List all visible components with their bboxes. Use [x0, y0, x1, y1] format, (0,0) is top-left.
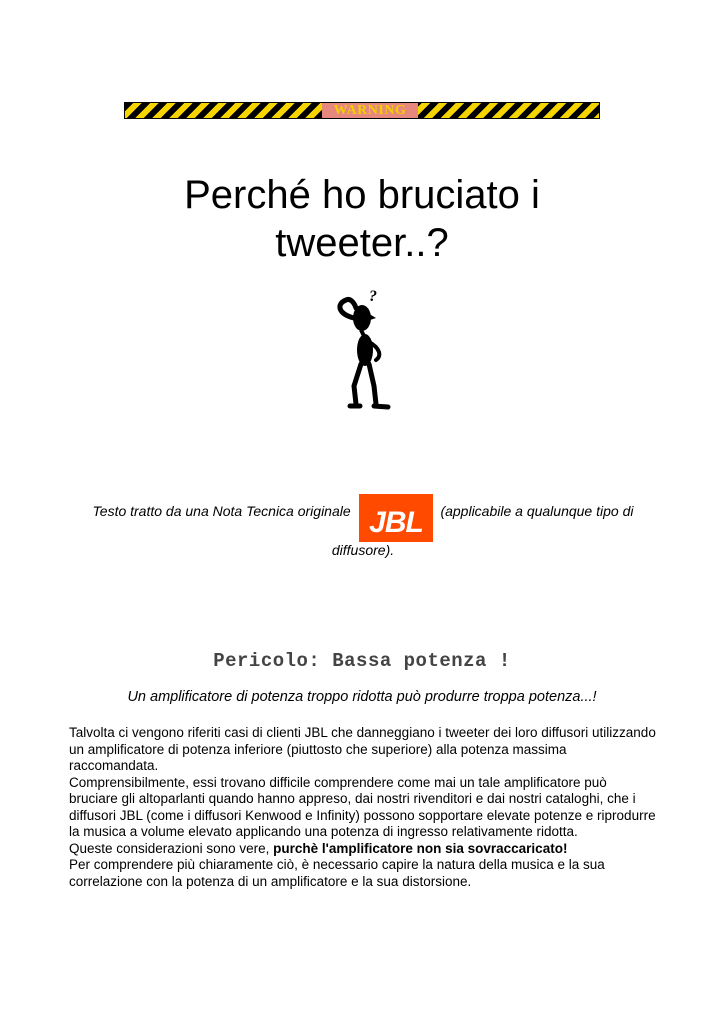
paragraph-2: Comprensibilmente, essi trovano difficile comprendere come mai un tale amplificatore può bruciare gli altoparlanti quando hanno appreso, dai nostri rivenditori e dai nostri cataloghi, che i diffusori JBL (come i diffusori Kenwood e Infinity) possono sopportare elevate potenze e riprodurre la musica a volume elevato applicando una potenza di ingresso relativamente ridotta. — [69, 774, 656, 839]
title-line-2: tweeter..? — [275, 221, 449, 265]
section-subtitle: Un amplificatore di potenza troppo ridotta può produrre troppa potenza...! — [127, 689, 597, 705]
source-text-after: (applicabile a qualunque tipo di diffusore). — [331, 503, 634, 558]
page-title — [0, 171, 724, 267]
question-mark-glyph: ? — [369, 288, 377, 305]
jbl-logo-text: JBL — [368, 506, 423, 539]
section-heading: Pericolo: Bassa potenza ! — [213, 650, 511, 672]
paragraph-4: Per comprendere più chiaramente ciò, è necessario capire la natura della musica e la sua correlazione con la potenza di un amplificatore e la sua distorsione. — [69, 857, 605, 889]
source-note — [78, 494, 648, 559]
body-text — [69, 725, 659, 890]
warning-label: WARNING — [322, 103, 418, 118]
title-line-1: Perché ho bruciato i — [184, 173, 540, 217]
confused-stick-figure-icon — [332, 284, 398, 412]
warning-banner — [124, 102, 600, 119]
jbl-logo — [359, 494, 433, 542]
source-text-before: Testo tratto da una Nota Tecnica originale — [92, 503, 351, 519]
paragraph-3-bold: purchè l'amplificatore non sia sovraccaricato! — [273, 840, 568, 856]
paragraph-1: Talvolta ci vengono riferiti casi di clienti JBL che danneggiano i tweeter dei loro diffusori utilizzando un amplificatore di potenza inferiore (piuttosto che superiore) alla potenza massima raccomandata. — [69, 725, 656, 773]
paragraph-3-text: Queste considerazioni sono vere, — [69, 840, 274, 856]
paragraph-3 — [69, 841, 659, 858]
